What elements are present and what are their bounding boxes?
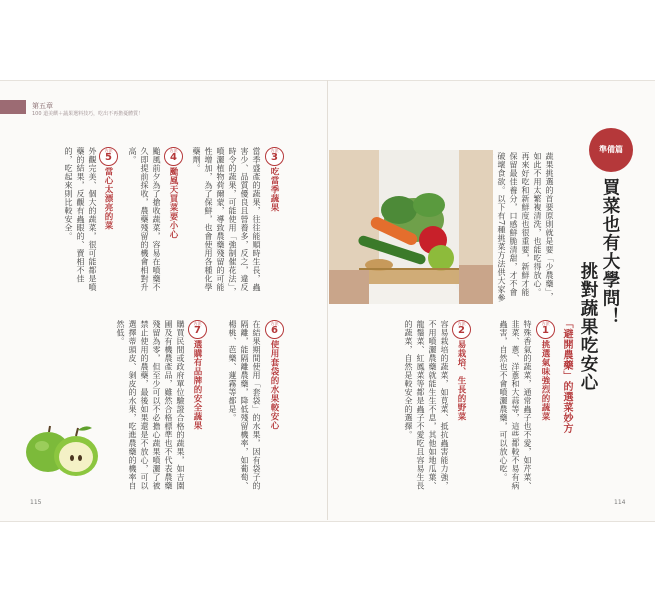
tip-4-heading: 颱風天買菜要小心	[168, 167, 178, 239]
page-title-line1: 買菜也有大學問！	[600, 178, 620, 326]
tip-3-marker	[265, 147, 284, 166]
tip-7-heading: 選購有品牌的安全蔬果	[192, 340, 202, 430]
chapter-tab	[0, 100, 26, 114]
tip-7-marker	[188, 320, 207, 339]
tip-7-body: 購買民間或政府單位驗證合格的蔬果，如吉園圃及有機農產品，雖然合格標準也不代表農藥殘留為零，但至少可以不必擔心蔬果噴灑了被禁止使用的農藥，最後如果還是不放心，可以選擇蒂頭皮、剝皮的水果，吃進農藥的機率自然低。	[116, 320, 185, 490]
tip-label: 方法	[104, 148, 113, 153]
tip-number: 2	[458, 325, 465, 336]
page-subtitle: 「避開農藥」的選菜妙方	[561, 318, 572, 434]
tip-6-heading: 使用套袋的水果較安心	[269, 340, 279, 430]
tip-2-heading: 易栽培、生長的野菜	[456, 340, 466, 421]
tip-5-heading: 當心太漂亮的菜	[103, 167, 113, 230]
tip-6-body: 在結果期間使用「套袋」的水果，因有袋子的隔離，能隔離農藥，降低殘留機率，如葡萄、楊桃、芭樂、蓮霧等都是。	[228, 320, 261, 490]
tip-4-body: 颱風前夕為了搶收蔬菜，容易在噴藥不久即提前採收，農藥殘留的機會相對升高。	[128, 147, 161, 292]
tip-4-marker	[164, 147, 183, 166]
intro-paragraph: 蔬果挑選的首要原則就是要「少農藥」，如此不用太繁複清洗，也能吃得放心。再來好吃和新鮮度也很重要，新鮮才能保留最佳養分，口感鮮脆清甜，才不會破壞食欲。以下有7種挑菜方法供大家參	[497, 152, 554, 303]
green-apple-illustration	[22, 420, 104, 480]
page-number-left: 115	[30, 499, 42, 506]
tip-2-body: 容易栽培的蔬菜，如莧菜、抵抗蟲害能力強，不用噴灑農藥就能生生不息，其他如地瓜葉、龍鬚菜、紅鳳菜等都是蟲子不愛吃且容易生長的蔬菜，自然是較安全的選擇。	[404, 320, 449, 490]
tip-label: 方法	[270, 148, 279, 153]
tip-number: 5	[105, 152, 112, 163]
tip-1-marker	[536, 320, 555, 339]
tip-label: 方法	[169, 148, 178, 153]
vegetable-basket-photo	[329, 150, 493, 304]
tip-6-marker	[265, 320, 284, 339]
page-title-line2: 挑對蔬果吃安心	[578, 262, 598, 392]
tip-5-body: 外觀完美、個大的蔬菜，很可能都是噴藥的結果，反觀有蟲眼的、賣相不佳的，吃起來則比較安全。	[64, 147, 97, 292]
tip-label: 方法	[193, 321, 202, 326]
tip-number: 7	[194, 325, 201, 336]
tip-label: 方法	[457, 321, 466, 326]
tip-2-marker	[452, 320, 471, 339]
tip-number: 1	[542, 325, 549, 336]
chapter-label: 第五章	[32, 102, 53, 110]
tip-1-body: 特殊香氣的蔬菜，通常蟲子也不愛，如芹菜、韭菜、蔥、洋蔥和大蒜等，這些都較不易有病蟲害，自然也不會噴灑農藥，可以放心吃。	[499, 320, 532, 490]
tip-number: 6	[271, 325, 278, 336]
tip-3-heading: 吃當季蔬果	[269, 167, 279, 212]
tip-label: 方法	[270, 321, 279, 326]
tip-label: 方法	[541, 321, 550, 326]
tip-number: 3	[271, 152, 278, 163]
tip-5-marker	[99, 147, 118, 166]
section-badge: 準備篇	[589, 128, 633, 172]
page-gutter	[327, 80, 328, 520]
tip-3-body: 當季盛產的蔬果，往往能順時生長，蟲害少、品質優良且營養多，反之，違反時令的蔬果，可能使用「強制催花法」，噴灑植物荷爾蒙，導致農藥殘留的可能性增加，為了保鮮，也會使用各種化學藥劑。	[192, 147, 261, 296]
chapter-sublabel: 100 道美饌＋蔬果選料技巧，吃出不再擔憂體質！	[32, 111, 144, 117]
tip-number: 4	[170, 152, 177, 163]
tip-1-heading: 挑選氣味強烈的蔬菜	[540, 340, 550, 421]
page-number-right: 114	[614, 499, 626, 506]
